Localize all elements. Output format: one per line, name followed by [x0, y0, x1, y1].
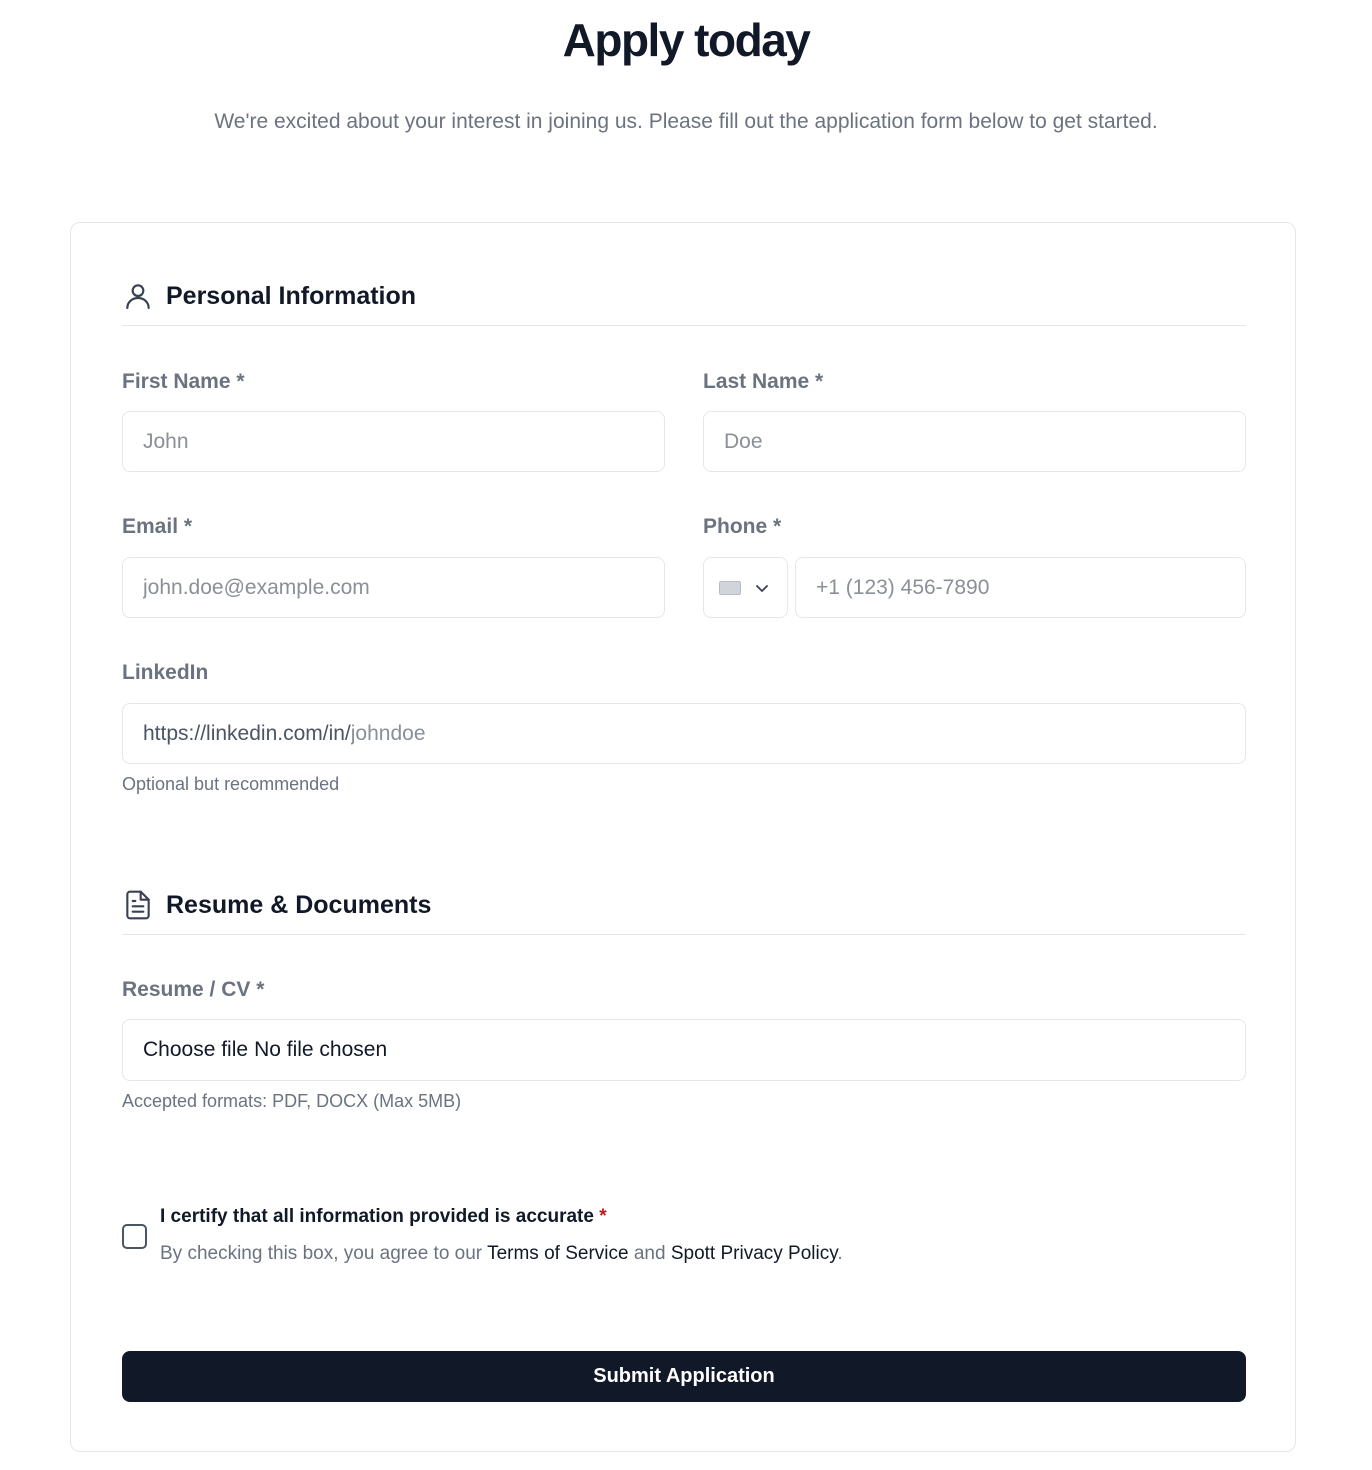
resume-label: Resume / CV *: [122, 978, 265, 1001]
linkedin-prefix: https://linkedin.com/in/: [143, 721, 351, 745]
file-status: No file chosen: [254, 1038, 388, 1061]
chevron-down-icon: [752, 578, 772, 598]
privacy-policy-link[interactable]: Spott Privacy Policy: [670, 1243, 838, 1264]
required-mark: *: [599, 1206, 607, 1227]
certify-checkbox[interactable]: [122, 1224, 147, 1249]
documents-section-header: [122, 885, 1246, 935]
agreement-period: .: [837, 1243, 843, 1264]
phone-input[interactable]: [795, 557, 1246, 618]
personal-info-title: Personal Information: [166, 282, 417, 310]
user-icon: [122, 280, 154, 312]
first-name-input[interactable]: [122, 411, 665, 472]
submit-application-button[interactable]: Submit Application: [122, 1351, 1246, 1402]
personal-info-section-header: [122, 276, 1246, 326]
linkedin-field: [122, 703, 1246, 764]
page-title: Apply today: [562, 14, 810, 66]
email-label: Email *: [122, 515, 193, 538]
phone-label: Phone *: [703, 515, 782, 538]
application-form-card: [70, 222, 1296, 1452]
linkedin-help-text: Optional but recommended: [122, 774, 340, 794]
terms-of-service-link[interactable]: Terms of Service: [487, 1243, 629, 1264]
resume-help-text: Accepted formats: PDF, DOCX (Max 5MB): [122, 1091, 462, 1111]
email-input[interactable]: [122, 557, 665, 618]
file-text-icon: [122, 889, 154, 921]
certify-label: [160, 1203, 607, 1231]
last-name-label: Last Name *: [703, 370, 824, 393]
agreement-prefix: By checking this box, you agree to our: [160, 1243, 483, 1264]
last-name-input[interactable]: [703, 411, 1246, 472]
resume-file-input[interactable]: [122, 1019, 1246, 1081]
certify-agreement-text: [160, 1240, 843, 1268]
country-flag-icon: [719, 581, 741, 595]
page-subtitle: We're excited about your interest in joining us. Please fill out the application form below to get started.: [214, 110, 1158, 133]
choose-file-button[interactable]: Choose file: [143, 1038, 249, 1061]
linkedin-label: LinkedIn: [122, 661, 209, 684]
documents-title: Resume & Documents: [166, 891, 432, 919]
certify-label-text: I certify that all information provided is accurate: [160, 1206, 594, 1227]
first-name-label: First Name *: [122, 370, 245, 393]
phone-country-select[interactable]: [703, 557, 788, 618]
agreement-and: and: [633, 1243, 666, 1264]
linkedin-input[interactable]: [351, 722, 1245, 746]
